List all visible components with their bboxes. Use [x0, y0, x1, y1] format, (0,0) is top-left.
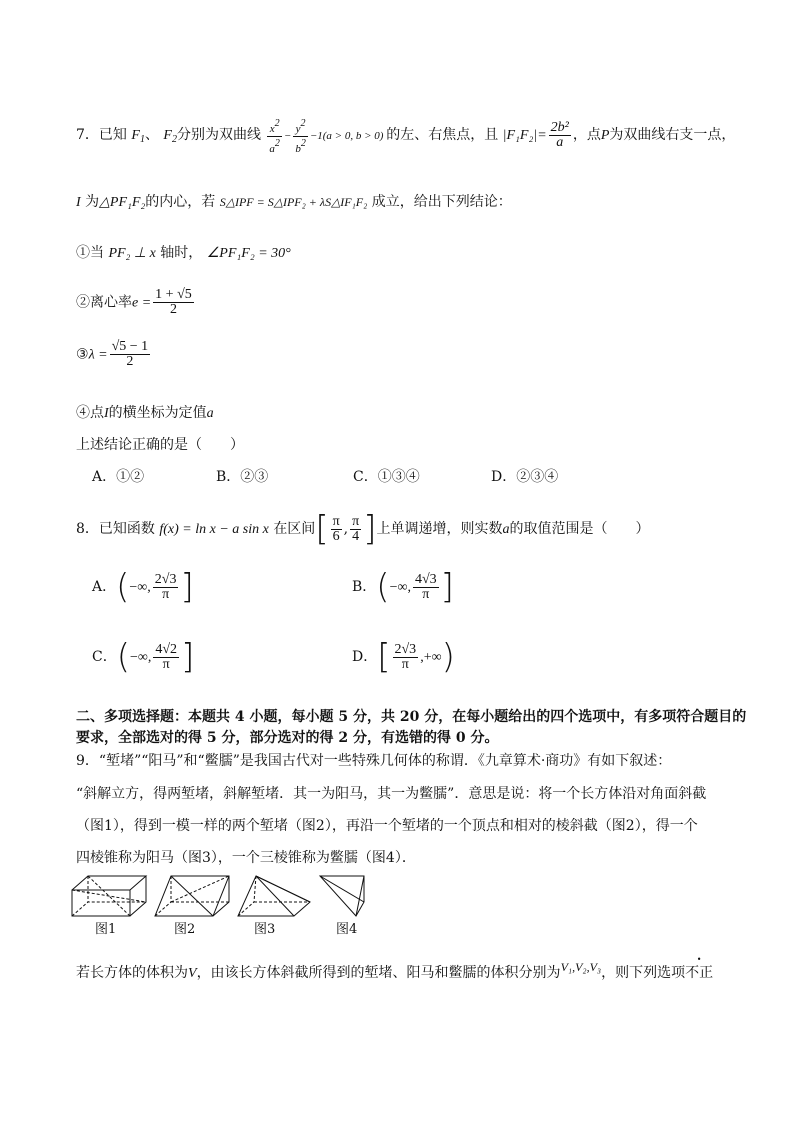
separator: 、 [144, 127, 159, 144]
q7-conclusion-2 [76, 288, 196, 317]
figure-4-label: 图4 [336, 922, 358, 937]
incenter-i: I [76, 195, 81, 210]
q7-text: 为 [85, 194, 100, 210]
figure-3-pyramid [236, 872, 316, 920]
left-bracket: [ [315, 509, 329, 549]
c1-equation: ∠PF₁F₂ = 30° [206, 246, 291, 261]
q7-text: 分别为双曲线 [176, 127, 261, 144]
f2-symbol: $F_2$ [163, 128, 177, 146]
q9-line5 [76, 958, 713, 983]
q7-text: 已知 [98, 127, 127, 144]
q9-line2: “斜解立方，得两堑堵，斜解堑堵．其一为阳马，其一为鳖臑”．意思是说：将一个长方体沿对角面斜截 [76, 786, 707, 802]
q7-text: 成立，给出下列结论： [371, 194, 512, 210]
q8-number: 8． [76, 521, 99, 537]
c4-text: 的横坐标为定值 [108, 405, 207, 421]
q9-text: ，由该长方体斜截所得到的堑堵、阳马和鳖臑的体积分别为 [196, 965, 561, 981]
section2-heading: 二、多项选择题：本题共 4 小题，每小题 5 分，共 20 分，在每小题给出的四个选项中，有多项符合题目的 [76, 709, 747, 725]
q7-text: ，点 [572, 127, 601, 144]
c1-text: 轴时， [160, 245, 203, 261]
q9-text: 若长方体的体积为 [76, 965, 188, 981]
q7-option-d[interactable]: D．②③④ [491, 469, 559, 485]
c1-math: PF₂ ⊥ x [108, 246, 156, 261]
figure-4-tetrahedron [316, 872, 380, 920]
focal-distance-equation: |F₁F₂|= $\frac{\text{2b²}}{a}$ [502, 120, 569, 151]
q9-line4: 四棱锥称为阳马（图3），一个三棱锥称为鳖臑（图4）． [76, 850, 416, 866]
q8-text: 上单调递增，则实数 [376, 521, 503, 537]
interval-left: $\frac{\pi}{6}$ [332, 513, 340, 544]
figure-1-cuboid [70, 872, 150, 920]
q7-option-a[interactable]: A．①② [92, 469, 145, 485]
triangle-symbol: △PF₁F₂ [99, 195, 146, 210]
q7-text: 为双曲线右支一点， [609, 127, 736, 144]
q7-text: 的左、右焦点，且 [386, 127, 499, 144]
q9-line3: （图1），得到一模一样的两个堑堵（图2），再沿一个堑堵的一个顶点和相对的棱斜截（图2），得一个 [76, 818, 698, 834]
c2-prefix: ②离心率 [76, 294, 132, 311]
q8-a: a [502, 522, 510, 537]
c4-i: I [104, 406, 109, 421]
c3-prefix: ③ [76, 346, 89, 363]
q8-text: 已知函数 [98, 521, 155, 537]
interval-right: $\frac{\pi}{4}$ [352, 513, 360, 544]
area-equation: S△IPF = S△IPF₂ + λS△IF₁F₂ [219, 195, 368, 209]
q7-conclusion-4 [76, 404, 214, 423]
volumes-v1v2v3: V₁,V₂,V₃ [560, 960, 602, 974]
c3-fraction: $\frac{√5 - 1}{2}$ [111, 339, 149, 369]
q7-number: 7． [76, 127, 99, 144]
right-bracket: ] [363, 509, 377, 549]
q8-text: 的取值范围是（ ） [509, 521, 650, 537]
c2-fraction: $\frac{1 + √5}{2}$ [155, 287, 192, 317]
figure-3-label: 图3 [254, 922, 276, 937]
volume-v: V [188, 966, 197, 981]
c2-e: e = [132, 295, 152, 311]
q9-line1: 9．“堑堵”“阳马”和“鳖臑”是我国古代对一些特殊几何体的称谓．《九章算术·商功》有如下叙述： [76, 753, 672, 769]
emphasis-not-correct: 不正 [685, 965, 714, 981]
point-p: P [600, 128, 610, 144]
hyperbola-equation: $\frac{x2}{a2}$ − $\frac{y2}{b2}$ −1(a > 0, b > 0) [269, 118, 384, 155]
q7-conclusion-1 [76, 244, 291, 263]
c4-a: a [206, 406, 214, 421]
figure-1-label: 图1 [95, 922, 117, 937]
f1-symbol: $F_1$ [131, 128, 145, 146]
q7-option-c[interactable]: C．①③④ [353, 469, 420, 485]
figure-2-prism [153, 872, 233, 920]
q8-function: f(x) = ln x − a sin x [159, 522, 269, 537]
q7-conclusion-3 [76, 340, 152, 369]
q7-line1 [76, 117, 735, 156]
section2-heading-cont: 要求，全部选对的得 5 分，部分选对的得 2 分，有选错的得 0 分。 [76, 730, 499, 746]
q9-text: ，则下列选项 [601, 965, 686, 981]
q8-text: 在区间 [273, 521, 316, 537]
q8-option-c[interactable]: C．(−∞, $\frac{4√2}{\pi}$ ] [92, 637, 195, 677]
q8-option-d[interactable]: D．[ $\frac{2√3}{\pi}$ ,+∞) [352, 637, 455, 677]
q7-option-b[interactable]: B．②③ [216, 469, 269, 485]
c3-lambda: λ = [88, 347, 108, 363]
figure-2-label: 图2 [174, 922, 196, 937]
q7-line2 [76, 193, 512, 212]
c1-prefix: ①当 [76, 245, 104, 261]
q7-text: 的内心，若 [145, 194, 216, 210]
c4-prefix: ④点 [76, 405, 104, 421]
q7-ask: 上述结论正确的是（ ） [76, 437, 244, 453]
q8-option-b[interactable]: B．(−∞, $\frac{4√3}{\pi}$ ] [352, 567, 454, 607]
q8-line1: 8．已知函数 f(x) = ln x − a sin x 在区间[ $\frac{\pi}{6}$ , $\frac{\pi}{4}$ ]上单调递增，则实数a的取值范围是（ ） [76, 509, 650, 549]
q8-option-a[interactable]: A．(−∞, $\frac{2√3}{\pi}$ ] [92, 567, 194, 607]
